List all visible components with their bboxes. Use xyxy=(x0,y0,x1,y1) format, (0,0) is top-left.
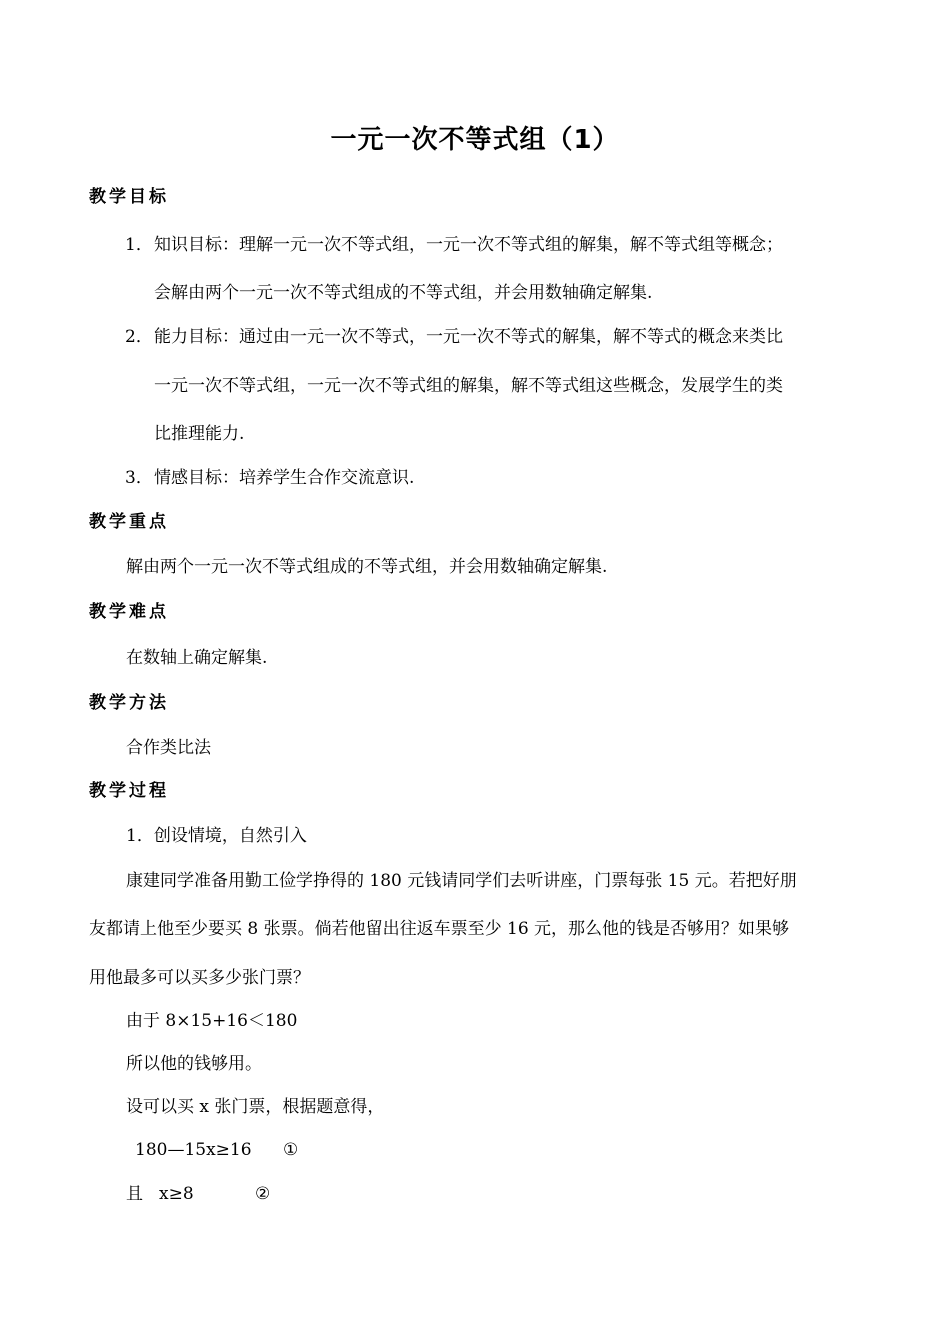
objective-number-3: 3． xyxy=(125,468,153,488)
objective-2-line-3: 比推理能力. xyxy=(154,424,245,444)
so-line: 所以他的钱够用。 xyxy=(126,1054,262,1074)
problem-line-3: 用他最多可以买多少张门票？ xyxy=(89,968,310,988)
inequality-2: x≥8 xyxy=(159,1184,194,1204)
key-point-text: 解由两个一元一次不等式组成的不等式组，并会用数轴确定解集. xyxy=(126,557,608,577)
inequality-1: 180—15x≥16 xyxy=(135,1140,252,1160)
method-text: 合作类比法 xyxy=(126,738,211,758)
problem-line-1: 康建同学准备用勤工俭学挣得的 180 元钱请同学们去听讲座，门票每张 15 元。若把好朋 xyxy=(126,871,797,891)
section-heading-key-point: 教学重点 xyxy=(89,512,169,532)
objective-2-line-2: 一元一次不等式组，一元一次不等式组的解集，解不等式组这些概念，发展学生的类 xyxy=(154,376,783,396)
section-heading-process: 教学过程 xyxy=(89,781,169,801)
section-heading-objectives: 教学目标 xyxy=(89,187,169,207)
objective-1-line-2: 会解由两个一元一次不等式组成的不等式组，并会用数轴确定解集. xyxy=(154,283,653,303)
let-line: 设可以买 x 张门票，根据题意得， xyxy=(126,1097,385,1117)
objective-1-line-1: 知识目标：理解一元一次不等式组，一元一次不等式组的解集，解不等式组等概念； xyxy=(154,235,783,255)
section-heading-difficulty: 教学难点 xyxy=(89,602,169,622)
since-line: 由于 8×15+16＜180 xyxy=(126,1011,298,1031)
objective-2-line-1: 能力目标：通过由一元一次不等式，一元一次不等式的解集，解不等式的概念来类比 xyxy=(154,327,783,347)
problem-line-2: 友都请上他至少要买 8 张票。倘若他留出往返车票至少 16 元，那么他的钱是否够用？如果够 xyxy=(89,919,790,939)
section-heading-method: 教学方法 xyxy=(89,693,169,713)
inequality-1-marker: ① xyxy=(283,1140,299,1160)
page-title: 一元一次不等式组（1） xyxy=(330,125,620,155)
inequality-2-prefix: 且 xyxy=(126,1184,143,1204)
objective-number-1: 1． xyxy=(125,235,153,255)
objective-number-2: 2． xyxy=(125,327,153,347)
process-step-1: 1．创设情境，自然引入 xyxy=(126,826,307,846)
objective-3-line-1: 情感目标：培养学生合作交流意识. xyxy=(154,468,415,488)
difficulty-text: 在数轴上确定解集. xyxy=(126,648,268,668)
inequality-2-marker: ② xyxy=(255,1184,271,1204)
